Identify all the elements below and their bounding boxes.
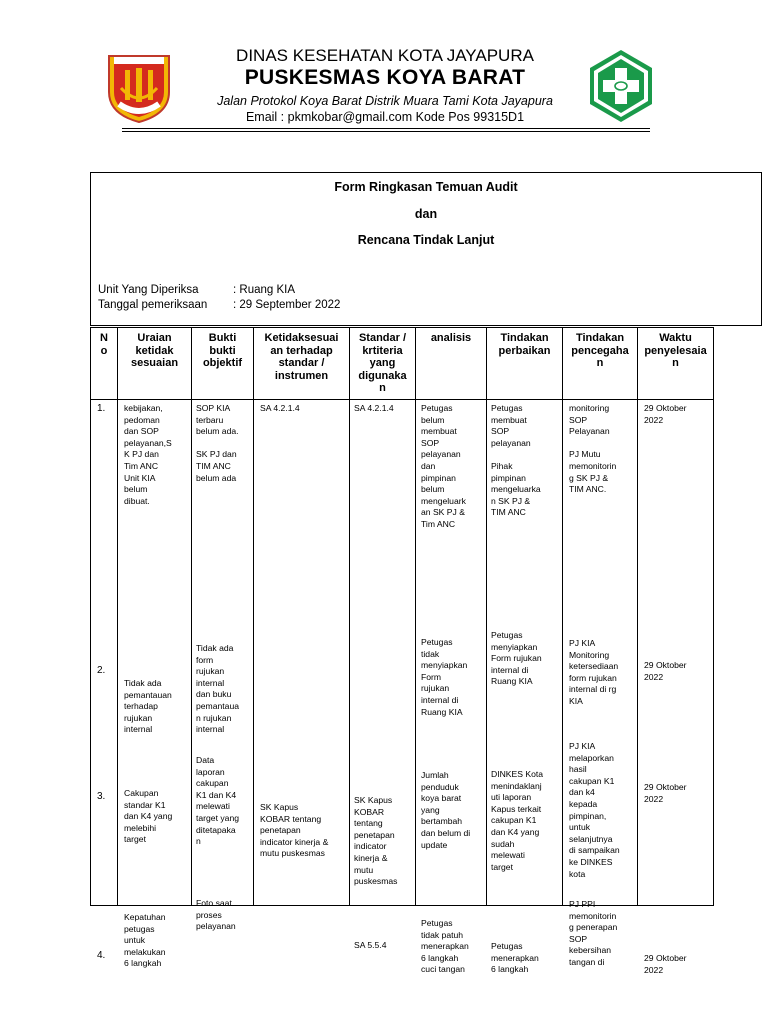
ketidaksesuaian-text: SK Kapus KOBAR tentang penetapan indicator kinerja & mutu puskesmas <box>260 802 329 859</box>
col-ketidaksesuaian <box>254 400 350 906</box>
form-title: Form Ringkasan Temuan Audit <box>334 180 518 194</box>
analisis-text: Petugas tidak patuh menerapkan 6 langkah cuci tangan <box>421 918 469 975</box>
analisis-text: Petugas tidak menyiapkan Form rujukan internal di Ruang KIA <box>421 637 468 717</box>
row-no: 3. <box>97 791 106 802</box>
audit-findings-table <box>90 327 714 975</box>
row-no: 4. <box>97 950 106 961</box>
waktu-text: 29 Oktober 2022 <box>644 782 687 804</box>
perbaikan-text: Petugas membuat SOP pelayanan Pihak pimpinan mengeluarka n SK PJ & TIM ANC <box>491 403 541 518</box>
header-perbaikan: Tindakan perbaikan <box>487 328 563 400</box>
bukti-text: Foto saat proses pelayanan <box>196 898 236 932</box>
standar-text: SK Kapus KOBAR tentang penetapan indicator kinerja & mutu puskesmas <box>354 795 398 887</box>
pencegahan-text: monitoring SOP Pelayanan PJ Mutu memonitorin g SK PJ & TIM ANC. <box>569 403 617 495</box>
standar-text: SA 4.2.1.4 <box>354 403 394 413</box>
col-no <box>91 400 118 961</box>
row-no: 1. <box>97 403 106 414</box>
header-ketidaksesuaian: Ketidaksesuai an terhadap standar / instrumen <box>254 328 350 400</box>
header-divider-2 <box>122 131 650 132</box>
col-waktu <box>638 400 714 975</box>
perbaikan-text: Petugas menyiapkan Form rujukan internal di Ruang KIA <box>491 630 542 687</box>
ketidaksesuaian-text: SA 4.2.1.4 <box>260 403 300 413</box>
table-body-row <box>91 400 714 906</box>
standar-text: SA 5.5.4 <box>354 940 387 950</box>
col-bukti <box>192 400 254 932</box>
bukti-text: SOP KIA terbaru belum ada. SK PJ dan TIM ANC belum ada <box>196 403 239 483</box>
unit-value: : Ruang KIA <box>233 284 296 296</box>
col-uraian <box>118 400 192 969</box>
col-perbaikan <box>487 400 563 975</box>
form-title-connector: dan <box>414 207 438 221</box>
pencegahan-text: PJ PPI memonitorin g penerapan SOP kebersihan tangan di <box>569 899 618 967</box>
uraian-text: Cakupan standar K1 dan K4 yang melebihi target <box>124 788 173 845</box>
perbaikan-text: Petugas menerapkan 6 langkah <box>491 941 539 975</box>
pencegahan-text: PJ KIA Monitoring ketersediaan form rujukan internal di rg KIA <box>569 638 619 706</box>
agency-name: DINAS KESEHATAN KOTA JAYAPURA <box>236 46 534 65</box>
bukti-text: Data laporan cakupan K1 dan K4 melewati target yang ditetapaka n <box>196 755 239 847</box>
form-subtitle: Rencana Tindak Lanjut <box>357 233 495 247</box>
uraian-text: Tidak ada pemantauan terhadap rujukan internal <box>124 678 172 735</box>
header-divider <box>122 128 650 129</box>
header-analisis: analisis <box>416 328 487 400</box>
bukti-text: Tidak ada form rujukan internal dan buku pemantaua n rujukan internal <box>196 643 240 735</box>
contact-line: Email : pkmkobar@gmail.com Kode Pos 99315D1 <box>245 110 525 124</box>
header-bukti: Bukti bukti objektif <box>192 328 254 400</box>
col-standar <box>350 400 416 950</box>
waktu-text: 29 Oktober 2022 <box>644 953 687 975</box>
address: Jalan Protokol Koya Barat Distrik Muara Tami Kota Jayapura <box>217 94 553 108</box>
header-standar: Standar / krtiteria yang digunaka n <box>350 328 416 400</box>
header-waktu: Waktu penyelesaia n <box>638 328 714 400</box>
date-label: Tanggal pemeriksaan <box>98 299 208 311</box>
puskesmas-name: PUSKESMAS KOYA BARAT <box>244 66 526 89</box>
pencegahan-text: PJ KIA melaporkan hasil cakupan K1 dan k4 kepada pimpinan, untuk selanjutnya di sampaikan ke DINKES kota <box>569 741 620 879</box>
analisis-text: Jumlah penduduk koya barat yang bertambah dan belum di update <box>421 770 471 850</box>
uraian-text: kebijakan, pedoman dan SOP pelayanan,S K PJ dan Tim ANC Unit KIA belum dibuat. <box>124 403 172 506</box>
uraian-text: Kepatuhan petugas untuk melakukan 6 langkah <box>124 912 166 969</box>
unit-label: Unit Yang Diperiksa <box>98 284 199 296</box>
waktu-text: 29 Oktober 2022 <box>644 403 687 425</box>
row-no: 2. <box>97 665 106 676</box>
header-uraian: Uraian ketidak sesuaian <box>118 328 192 400</box>
col-pencegahan <box>563 400 638 967</box>
col-analisis <box>416 400 487 975</box>
perbaikan-text: DINKES Kota menindaklanj uti laporan Kapus terkait cakupan K1 dan K4 yang sudah melewati target <box>491 769 544 872</box>
kota-jayapura-emblem-icon <box>105 48 173 124</box>
waktu-text: 29 Oktober 2022 <box>644 660 687 682</box>
header-pencegahan: Tindakan pencegaha n <box>563 328 638 400</box>
table-header-row <box>91 328 714 400</box>
analisis-text: Petugas belum membuat SOP pelayanan dan pimpinan belum mengeluark an SK PJ & Tim ANC <box>421 403 466 529</box>
puskesmas-logo-icon <box>586 48 656 124</box>
header-no: N o <box>91 328 118 400</box>
date-value: : 29 September 2022 <box>233 299 341 311</box>
